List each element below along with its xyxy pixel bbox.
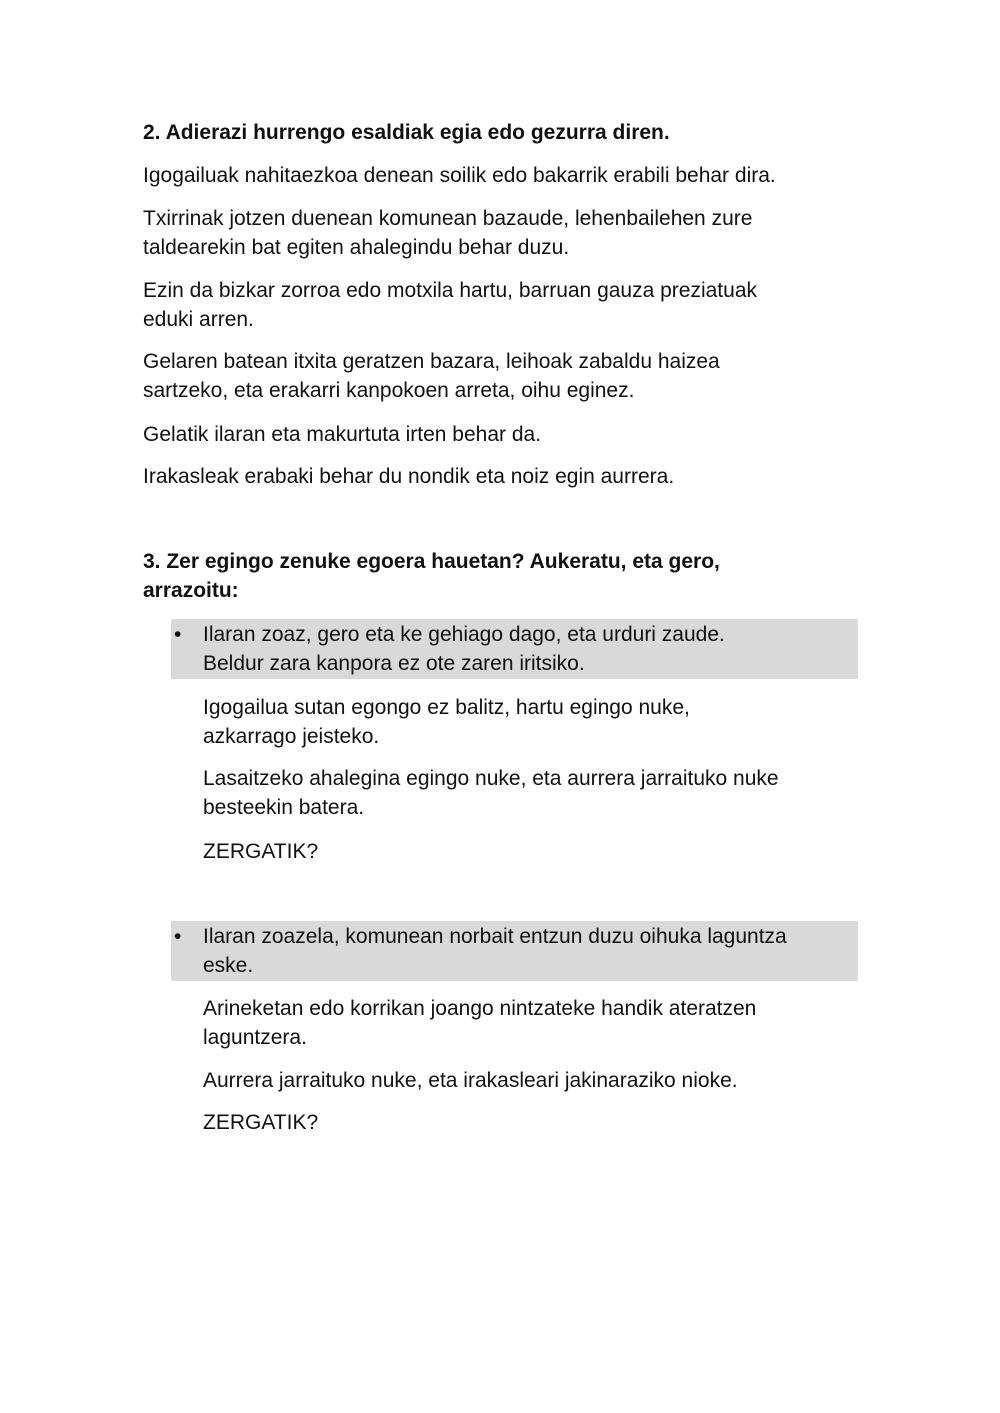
section-3-title	[143, 547, 843, 605]
statement-4-line1: Gelaren batean itxita geratzen bazara, leihoak zabaldu haizea	[143, 350, 720, 373]
scenario-1-why: ZERGATIK?	[203, 840, 319, 863]
scenario-2-option-1-line2: laguntzera.	[203, 1026, 307, 1049]
scenario-1-option-2[interactable]	[203, 764, 863, 822]
scenario-1-option-1-line1: Igogailua sutan egongo ez balitz, hartu egingo nuke,	[203, 696, 690, 719]
scenario-1-option-1[interactable]	[203, 693, 863, 751]
statement-2-line2: taldearekin bat egiten ahalegindu behar duzu.	[143, 236, 570, 259]
statement-1[interactable]	[143, 161, 863, 190]
statement-3[interactable]	[143, 276, 863, 334]
statement-6-line1: Irakasleak erabaki behar du nondik eta noiz egin aurrera.	[143, 465, 675, 488]
statement-2[interactable]	[143, 204, 863, 262]
scenario-1-option-2-line2: besteekin batera.	[203, 796, 365, 819]
scenario-2-why: ZERGATIK?	[203, 1111, 319, 1134]
section-3-title-line2: arrazoitu:	[143, 579, 239, 602]
statement-3-line2: eduki arren.	[143, 308, 254, 331]
scenario-2-option-1-line1: Arineketan edo korrikan joango nintzateke handik ateratzen	[203, 997, 757, 1020]
scenario-2-option-2-line1: Aurrera jarraituko nuke, eta irakasleari jakinaraziko nioke.	[203, 1069, 738, 1092]
scenario-1-prompt-line1: Ilaran zoaz, gero eta ke gehiago dago, eta urduri zaude.	[203, 623, 725, 646]
statement-4-line2: sartzeko, eta erakarri kanpokoen arreta, oihu eginez.	[143, 379, 635, 402]
scenario-1-option-1-line2: azkarrago jeisteko.	[203, 725, 380, 748]
bullet-icon: •	[174, 925, 182, 948]
scenario-1-prompt	[171, 619, 858, 679]
scenario-2-prompt-line1: Ilaran zoazela, komunean norbait entzun duzu oihuka laguntza	[203, 925, 787, 948]
scenario-2-option-2[interactable]	[203, 1066, 863, 1095]
scenario-1-prompt-line2: Beldur zara kanpora ez ote zaren iritsiko.	[203, 652, 585, 675]
statement-5-line1: Gelatik ilaran eta makurtuta irten behar da.	[143, 423, 542, 446]
statement-2-line1: Txirrinak jotzen duenean komunean bazaude, lehenbailehen zure	[143, 207, 753, 230]
statement-5[interactable]	[143, 420, 863, 449]
statement-4[interactable]	[143, 347, 863, 405]
statement-3-line1: Ezin da bizkar zorroa edo motxila hartu, barruan gauza preziatuak	[143, 279, 758, 302]
bullet-icon: •	[174, 623, 182, 646]
section-3-title-line1: 3. Zer egingo zenuke egoera hauetan? Aukeratu, eta gero,	[143, 550, 720, 573]
scenario-2-option-1[interactable]	[203, 994, 863, 1052]
scenario-1-option-2-line1: Lasaitzeko ahalegina egingo nuke, eta aurrera jarraituko nuke	[203, 767, 779, 790]
section-2-title: 2. Adierazi hurrengo esaldiak egia edo gezurra diren.	[143, 121, 670, 144]
statement-1-line1: Igogailuak nahitaezkoa denean soilik edo bakarrik erabili behar dira.	[143, 164, 776, 187]
statement-6[interactable]	[143, 462, 863, 491]
scenario-2-prompt-line2: eske.	[203, 954, 254, 977]
scenario-2-prompt	[171, 921, 858, 981]
